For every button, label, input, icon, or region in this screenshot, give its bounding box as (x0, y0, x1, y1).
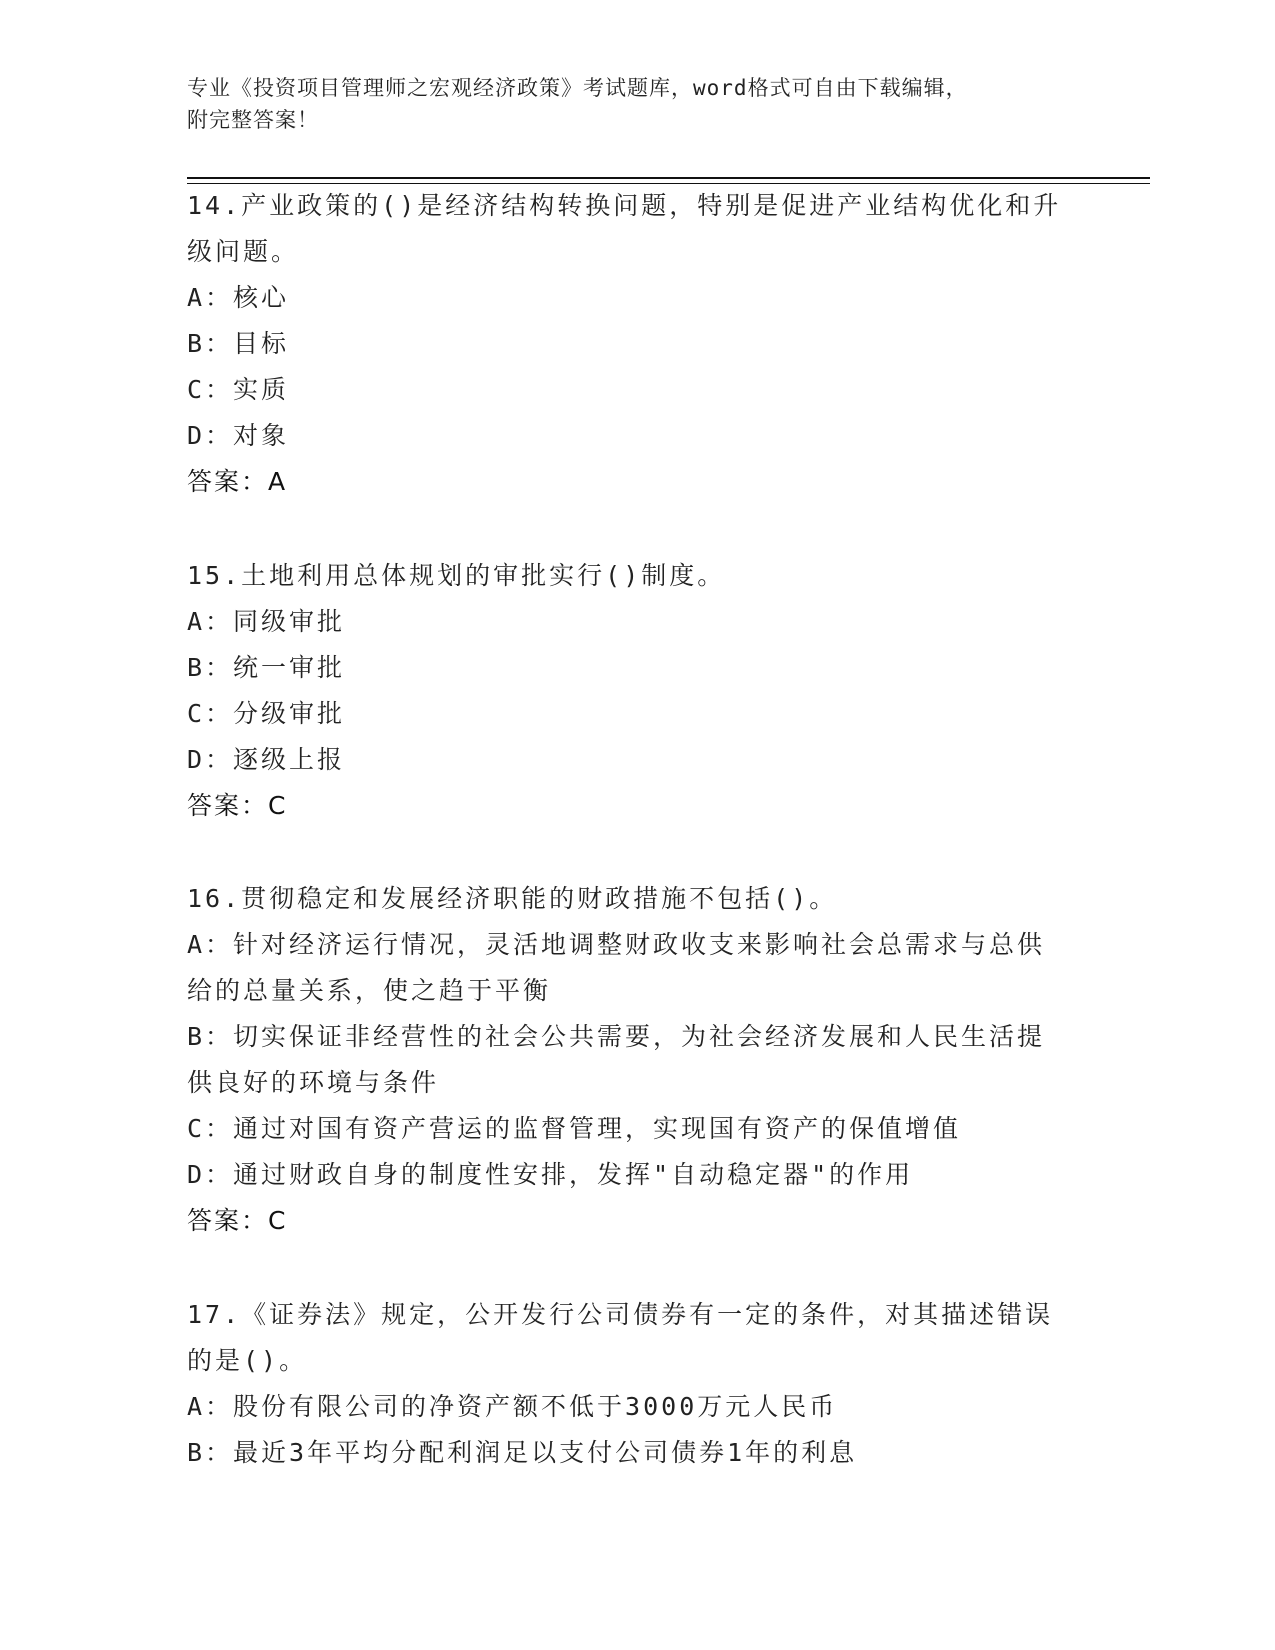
option-a-continued: 给的总量关系，使之趋于平衡 (187, 976, 552, 1005)
option-b: B：最近3年平均分配利润足以支付公司债券1年的利息 (187, 1438, 858, 1467)
option-c: C：分级审批 (187, 699, 346, 728)
question-16 (187, 876, 1087, 1244)
option-b: B：切实保证非经营性的社会公共需要，为社会经济发展和人民生活提 (187, 1022, 1046, 1051)
question-14 (187, 183, 1087, 505)
header-divider (187, 177, 1150, 179)
option-b-continued: 供良好的环境与条件 (187, 1068, 440, 1097)
option-b: B：统一审批 (187, 653, 346, 682)
question-stem: 16.贯彻稳定和发展经济职能的财政措施不包括()。 (187, 884, 838, 913)
header-line-1: 专业《投资项目管理师之宏观经济政策》考试题库，word格式可自由下载编辑， (187, 76, 968, 100)
option-c: C：实质 (187, 375, 290, 404)
question-15 (187, 553, 1087, 829)
option-a: A：针对经济运行情况，灵活地调整财政收支来影响社会总需求与总供 (187, 930, 1046, 959)
question-stem: 14.产业政策的()是经济结构转换问题，特别是促进产业结构优化和升 (187, 191, 1062, 220)
header-line-2: 附完整答案！ (187, 108, 319, 132)
answer: 答案：A (187, 467, 288, 496)
document-header (187, 72, 1067, 136)
option-d: D：对象 (187, 421, 290, 450)
question-stem: 的是()。 (187, 1346, 308, 1375)
option-c: C：通过对国有资产营运的监督管理，实现国有资产的保值增值 (187, 1114, 962, 1143)
option-a: A：同级审批 (187, 607, 346, 636)
option-d: D：逐级上报 (187, 745, 346, 774)
question-stem: 17.《证券法》规定，公开发行公司债券有一定的条件，对其描述错误 (187, 1300, 1054, 1329)
answer: 答案：C (187, 1206, 288, 1235)
option-a: A：核心 (187, 283, 290, 312)
option-a: A：股份有限公司的净资产额不低于3000万元人民币 (187, 1392, 838, 1421)
option-d: D：通过财政自身的制度性安排，发挥"自动稳定器"的作用 (187, 1160, 914, 1189)
answer: 答案：C (187, 791, 288, 820)
question-17 (187, 1292, 1087, 1476)
question-stem: 级问题。 (187, 237, 300, 266)
option-b: B：目标 (187, 329, 290, 358)
question-stem: 15.土地利用总体规划的审批实行()制度。 (187, 561, 726, 590)
